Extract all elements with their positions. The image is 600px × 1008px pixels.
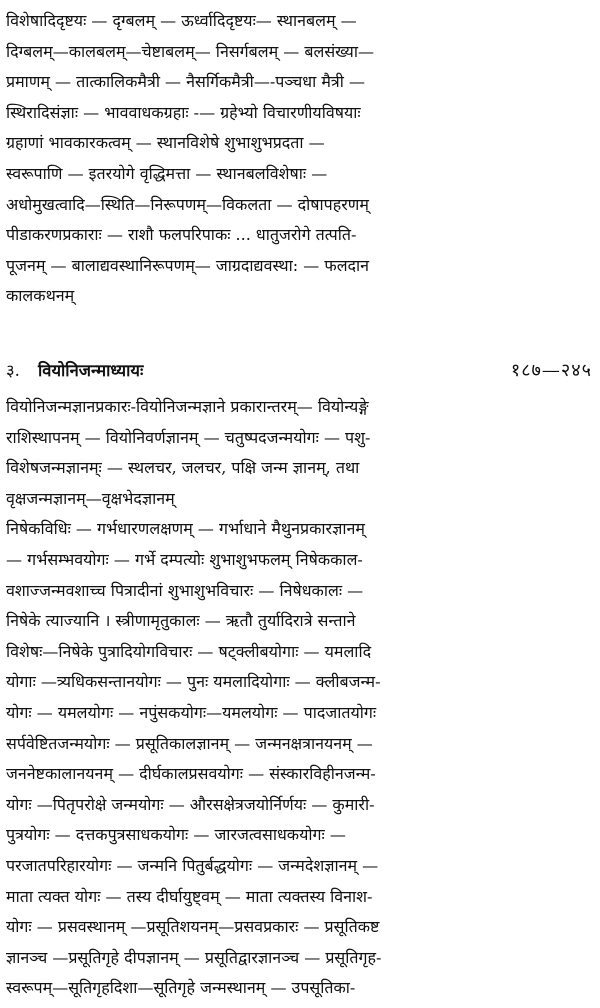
text-line: परजातपरिहारयोगः — जन्मनि पितुर्बद्धयोगः — जन्मदेशज्ञानम् — (6, 855, 379, 875)
text-line: स्वरूपम्—सूतिगृहदिशा—सूतिगृहे जन्मस्थानम् — उपसूतिका- (6, 978, 356, 998)
text-line: दिग्बलम्—कालबलम्—चेष्टाबलम्— निसर्गबलम् — बलसंख्या— (6, 41, 374, 61)
text-line: पुत्रयोगः — दत्तकपुत्रसाधकयोगः — जारजत्वसाधकयोगः — (6, 825, 346, 845)
text-line: वशाज्जन्मवशाच्च पित्रादीनां शुभाशुभविचारः — निषेधकालः — (6, 580, 364, 600)
text-line: वियोनिजन्मज्ञानप्रकारः-वियोनिजन्मज्ञाने प्रकारान्तरम्— वियोन्यङ्गे (6, 397, 369, 416)
text-line: सर्पवेष्टितजन्मयोगः — प्रसूतिकालज्ञानम् — जन्मनक्षत्रानयनम् — (6, 733, 373, 753)
text-line: विशेषादिदृष्टयः — दृग्बलम् — ऊर्ध्वादिदृष्टयः— स्थानबलम् — (6, 11, 357, 30)
text-line: माता त्यक्त योगः — तस्य दीर्घायुष्ट्वम् — माता त्यक्तस्य विनाश- (6, 886, 373, 906)
text-line: विशेषः—निषेके पुत्रादियोगविचारः — षट्क्लीबयोगाः — यमलादि (6, 641, 372, 661)
text-line: जननेष्टकालानयनम् — दीर्घकालप्रसवयोगः — संस्कारविहीनजन्म- (6, 764, 376, 784)
text-line: प्रमाणम् — तात्कालिकमैत्री — नैसर्गिकमैत्री—-पञ्चधा मैत्री — (6, 72, 365, 92)
text-line: पीडाकरणप्रकाराः — राशौ फलपरिपाकः ... धातुजरोगे तत्पति- (6, 225, 357, 245)
text-line: ग्रहाणां भावकारकत्वम् — स्थानविशेषे शुभाशुभप्रदता — (6, 133, 325, 153)
page-range: १८७—२४५ (510, 360, 592, 381)
text-line: राशिस्थापनम् — वियोनिवर्णज्ञानम् — चतुष्पदजन्मयोगः — पशु- (6, 427, 371, 447)
section-body-text (6, 392, 594, 1004)
text-line: योगः — यमलयोगः — नपुंसकयोगः—यमलयोगः — पादजातयोगः (6, 702, 377, 722)
section-number: ३. (6, 361, 20, 380)
text-line: योगः — प्रसवस्थानम् —प्रसूतिशयनम्—प्रसवप्रकारः — प्रसूतिकष्ट (6, 917, 380, 937)
text-line: निषेके त्याज्यानि । स्त्रीणामृतुकालः — ऋतौ तुर्यादिरात्रे सन्ताने (6, 611, 356, 631)
top-section-text (6, 6, 594, 312)
text-line: पूजनम् — बालाद्यवस्थानिरूपणम्— जाग्रदाद्यवस्था: — फलदान (6, 255, 370, 275)
text-line: योगाः —त्र्यधिकसन्तानयोगः — पुनः यमलादियोगाः — क्लीबजन्म- (6, 672, 381, 692)
text-line: अधोमुखत्वादि—स्थिति—निरूपणम्—विकलता — दोषापहरणम् (6, 194, 369, 214)
text-line: स्थिरादिसंज्ञाः — भाववाधकग्रहाः -— ग्रहेभ्यो विचारणीयविषयाः (6, 102, 361, 122)
text-line: कालकथनम् (6, 286, 75, 306)
text-line: योगः —पितृपरोक्षे जन्मयोगः — औरसक्षेत्रजयोर्निर्णयः — कुमारी- (6, 794, 375, 814)
text-line: — गर्भसम्भवयोगः — गर्भे दम्पत्योः शुभाशुभफलम् निषेककाल- (6, 549, 363, 569)
text-line: ज्ञानञ्च —प्रसूतिगृहे दीपज्ञानम् — प्रसूतिद्वारज्ञानञ्च — प्रसूतिगृह- (6, 947, 382, 967)
text-line: स्वरूपाणि — इतरयोगे वृद्धिमत्ता — स्थानबलविशेषाः — (6, 163, 328, 183)
text-line: वृक्षजन्मज्ञानम्—वृक्षभेदज्ञानम् (6, 488, 175, 508)
text-line: निषेकविधिः — गर्भधारणलक्षणम् — गर्भाधाने मैथुनप्रकारज्ञानम् (6, 519, 365, 539)
section-title: वियोनिजन्माध्यायः (38, 361, 144, 380)
section-heading (6, 356, 594, 386)
text-line: विशेषजन्मज्ञानम्ः — स्थलचर, जलचर, पक्षि जन्म ज्ञानम्, तथा (6, 458, 360, 478)
